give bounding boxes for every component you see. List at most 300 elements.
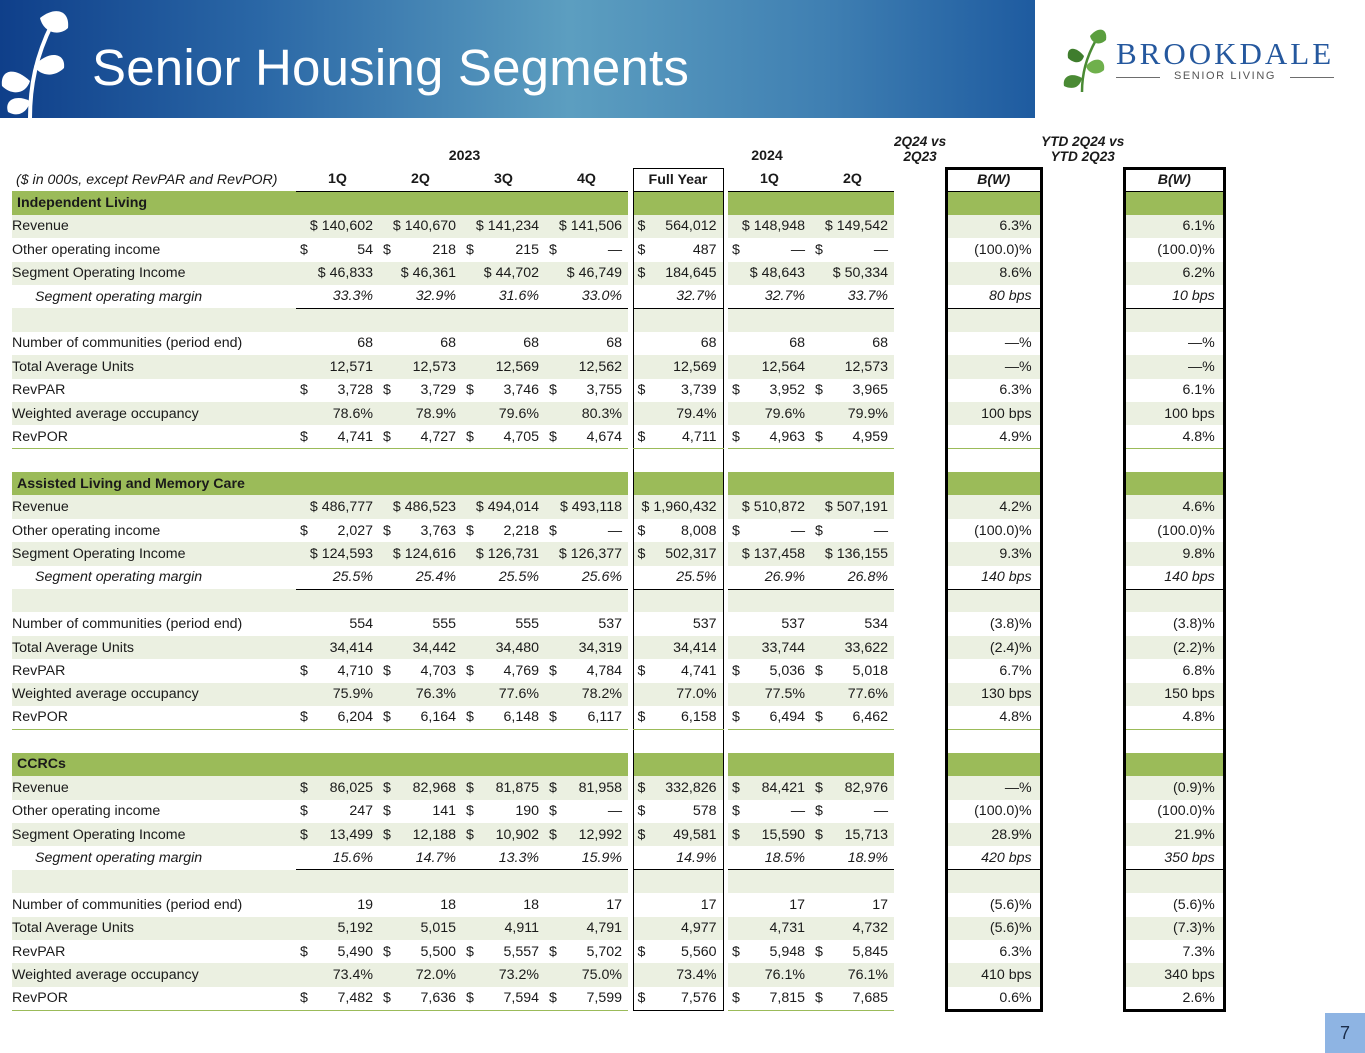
spacer-cell <box>1041 285 1124 308</box>
ytd-change: 4.8% <box>1124 425 1224 448</box>
value-cell <box>545 238 628 261</box>
blank-cell <box>633 870 723 893</box>
value: 49,581 <box>673 826 717 843</box>
spacer-cell <box>1041 683 1124 706</box>
gap-cell <box>946 729 1041 752</box>
currency-symbol: $ <box>637 382 646 399</box>
value: 18 <box>440 896 456 913</box>
value: 12,992 <box>578 826 622 843</box>
spacer-cell <box>894 987 946 1010</box>
value-cell <box>633 987 723 1010</box>
value: 32.7% <box>764 288 805 305</box>
gap-cell <box>1124 729 1224 752</box>
currency-symbol: $ <box>815 826 823 843</box>
currency-symbol: $ <box>383 428 391 445</box>
currency-symbol: $ <box>815 662 823 679</box>
value: 2,027 <box>337 522 373 539</box>
value-cell <box>296 425 379 448</box>
value: 34,414 <box>329 639 373 656</box>
value-cell <box>545 683 628 706</box>
section-fill <box>728 753 811 776</box>
value: 4,911 <box>504 920 539 937</box>
value: 13.3% <box>498 849 539 866</box>
blank-cell <box>462 308 545 331</box>
value: 73.4% <box>676 966 717 983</box>
blank-cell <box>296 308 379 331</box>
value-cell: $ 149,542 <box>811 215 894 238</box>
value: — <box>607 522 622 539</box>
blank-cell <box>462 870 545 893</box>
value-cell <box>379 379 462 402</box>
ytd-change: (100.0)% <box>1124 519 1224 542</box>
spacer-cell <box>894 566 946 589</box>
value: 14.7% <box>415 849 456 866</box>
currency-symbol: $ <box>815 803 823 820</box>
value: 18.9% <box>847 849 888 866</box>
spacer-cell <box>894 425 946 448</box>
value-cell <box>296 238 379 261</box>
value-cell <box>728 238 811 261</box>
value-cell <box>633 636 723 659</box>
ytd-change: (7.3)% <box>1124 917 1224 940</box>
value-cell <box>379 706 462 729</box>
spacer-cell <box>1041 495 1124 518</box>
section-fill <box>811 472 894 495</box>
value-cell <box>462 940 545 963</box>
row-label: Number of communities (period end) <box>12 616 243 633</box>
value-cell <box>633 940 723 963</box>
currency-symbol: $ <box>300 779 308 796</box>
blank-row <box>12 589 296 612</box>
value-cell: $ 507,191 <box>811 495 894 518</box>
value-cell <box>379 355 462 378</box>
value: 76.3% <box>415 686 456 703</box>
quarter-change: 130 bps <box>946 683 1041 706</box>
ytd-change: 2.6% <box>1124 987 1224 1010</box>
value-cell <box>379 893 462 916</box>
value: 6,148 <box>503 709 539 726</box>
value-cell <box>379 963 462 986</box>
currency-symbol: $ <box>549 662 557 679</box>
page-title: Senior Housing Segments <box>92 39 690 96</box>
value: 184,645 <box>665 265 717 282</box>
value-cell <box>462 355 545 378</box>
value-cell <box>379 987 462 1010</box>
currency-symbol: $ <box>815 522 823 539</box>
spacer-cell <box>1041 776 1124 799</box>
gap-cell <box>728 729 811 752</box>
value-cell <box>379 636 462 659</box>
currency-symbol: $ <box>637 662 646 679</box>
spacer-cell <box>1041 706 1124 729</box>
value: 4,731 <box>769 920 805 937</box>
value-cell <box>633 542 723 565</box>
value-cell <box>811 402 894 425</box>
brookdale-logo <box>1060 26 1340 96</box>
currency-symbol: $ <box>300 428 308 445</box>
value: 537 <box>692 616 717 633</box>
currency-symbol: $ <box>383 826 391 843</box>
ytd-change: (100.0)% <box>1124 800 1224 823</box>
value-cell <box>728 332 811 355</box>
value-cell <box>296 332 379 355</box>
value: 76.1% <box>764 966 805 983</box>
value-cell <box>811 893 894 916</box>
value-cell <box>296 355 379 378</box>
currency-symbol: $ <box>300 943 308 960</box>
gap-cell <box>462 449 545 472</box>
value: 15.6% <box>332 849 373 866</box>
value-cell <box>379 917 462 940</box>
value: 25.5% <box>676 569 717 586</box>
currency-symbol: $ <box>732 241 740 258</box>
value-cell <box>728 519 811 542</box>
row-label: RevPAR <box>12 943 66 960</box>
value-cell <box>728 823 811 846</box>
spacer-cell <box>633 122 723 168</box>
value: 17 <box>606 896 622 913</box>
ytd-change: 21.9% <box>1124 823 1224 846</box>
value-cell <box>811 683 894 706</box>
value: 34,480 <box>495 639 539 656</box>
gap-cell <box>296 729 379 752</box>
value: 5,702 <box>586 943 622 960</box>
value: 15,713 <box>844 826 888 843</box>
value: 26.8% <box>847 569 888 586</box>
logo-wordmark: BROOKDALE <box>1116 36 1335 71</box>
value: 4,741 <box>337 428 373 445</box>
value: 17 <box>789 896 805 913</box>
col-header-full-year: Full Year <box>633 168 723 191</box>
currency-symbol: $ <box>300 522 308 539</box>
blank-cell <box>545 589 628 612</box>
value: 17 <box>872 896 888 913</box>
col-header: 2Q <box>379 168 462 191</box>
value: 4,769 <box>503 662 539 679</box>
value: 79.9% <box>847 405 888 422</box>
value-cell <box>462 612 545 635</box>
value-cell: $ 137,458 <box>728 542 811 565</box>
value: — <box>607 241 622 258</box>
value-cell <box>462 566 545 589</box>
value: 5,015 <box>420 920 456 937</box>
row-label: RevPAR <box>12 382 66 399</box>
value: 554 <box>349 616 373 633</box>
value: 5,018 <box>852 662 888 679</box>
currency-symbol: $ <box>637 522 646 539</box>
value: 6,494 <box>769 709 805 726</box>
value-cell <box>545 379 628 402</box>
value: — <box>790 241 805 258</box>
currency-symbol: $ <box>637 709 646 726</box>
value: 18.5% <box>764 849 805 866</box>
blank-row <box>12 308 296 331</box>
currency-symbol: $ <box>300 241 308 258</box>
value: 80.3% <box>581 405 622 422</box>
value: 33.3% <box>332 288 373 305</box>
value: 31.6% <box>498 288 539 305</box>
value: 3,952 <box>769 382 805 399</box>
spacer-cell <box>1041 542 1124 565</box>
value-cell <box>462 987 545 1010</box>
leaf-sprig-icon <box>0 6 80 118</box>
value-cell <box>296 846 379 869</box>
spacer-cell <box>894 355 946 378</box>
value: 82,968 <box>412 779 456 796</box>
value-cell <box>811 379 894 402</box>
quarter-change: (5.6)% <box>946 893 1041 916</box>
value: 502,317 <box>665 545 717 562</box>
value: 33,744 <box>761 639 805 656</box>
value-cell <box>462 776 545 799</box>
value: 5,490 <box>337 943 373 960</box>
value: 141 <box>432 803 456 820</box>
currency-symbol: $ <box>637 218 646 235</box>
value: 5,560 <box>680 943 717 960</box>
value-cell <box>633 402 723 425</box>
value-cell <box>296 963 379 986</box>
blank-row <box>12 870 296 893</box>
currency-symbol: $ <box>815 779 823 796</box>
spacer-cell <box>894 191 946 214</box>
value-cell: $ 1,960,432 <box>633 495 723 518</box>
blank-cell <box>946 589 1041 612</box>
spacer-cell <box>894 519 946 542</box>
value-cell <box>633 823 723 846</box>
currency-symbol: $ <box>466 662 474 679</box>
spacer-cell <box>1041 449 1124 472</box>
value-cell <box>728 800 811 823</box>
value-cell <box>462 238 545 261</box>
value: 3,746 <box>503 382 539 399</box>
spacer-cell <box>1041 308 1124 331</box>
currency-symbol: $ <box>637 428 646 445</box>
value-cell <box>379 683 462 706</box>
blank-cell <box>379 308 462 331</box>
spacer-cell <box>1041 917 1124 940</box>
currency-symbol: $ <box>383 709 391 726</box>
value: 26.9% <box>764 569 805 586</box>
value: 75.0% <box>581 966 622 983</box>
value-cell: $ 140,670 <box>379 215 462 238</box>
ytd-change: (2.2)% <box>1124 636 1224 659</box>
row-label: Revenue <box>12 776 296 799</box>
value: 5,845 <box>852 943 888 960</box>
value: 32.7% <box>676 288 717 305</box>
value: 15.9% <box>581 849 622 866</box>
spacer-cell <box>894 308 946 331</box>
value-cell: $ 46,833 <box>296 262 379 285</box>
currency-symbol: $ <box>383 662 391 679</box>
currency-symbol: $ <box>549 990 557 1007</box>
spacer-cell <box>894 776 946 799</box>
currency-symbol: $ <box>549 709 557 726</box>
value-cell <box>296 776 379 799</box>
value-cell <box>462 893 545 916</box>
currency-symbol: $ <box>383 779 391 796</box>
row-label: Total Average Units <box>12 917 296 940</box>
gap-cell <box>462 729 545 752</box>
value-cell <box>811 659 894 682</box>
value-cell <box>633 800 723 823</box>
row-label: Other operating income <box>12 803 161 820</box>
value-cell: $ 510,872 <box>728 495 811 518</box>
row-label: Segment Operating Income <box>12 542 296 565</box>
value: 25.5% <box>498 569 539 586</box>
value-cell <box>296 659 379 682</box>
value: 247 <box>349 803 373 820</box>
spacer-cell <box>1041 262 1124 285</box>
currency-symbol: $ <box>732 522 740 539</box>
spacer-cell <box>1041 612 1124 635</box>
value-cell <box>462 379 545 402</box>
spacer-cell <box>894 940 946 963</box>
spacer-cell <box>1041 940 1124 963</box>
value: 13,499 <box>329 826 373 843</box>
value: 7,482 <box>337 990 373 1007</box>
blank-cell <box>946 308 1041 331</box>
value: 79.6% <box>764 405 805 422</box>
value-cell <box>462 706 545 729</box>
value: 54 <box>357 241 373 258</box>
currency-symbol: $ <box>300 382 308 399</box>
value: 15,590 <box>761 826 805 843</box>
quarter-change: (100.0)% <box>946 800 1041 823</box>
value-cell <box>633 917 723 940</box>
currency-symbol: $ <box>815 241 823 258</box>
value-cell: $ 141,506 <box>545 215 628 238</box>
value-cell <box>728 917 811 940</box>
section-header: Independent Living <box>12 191 296 214</box>
blank-cell <box>811 870 894 893</box>
section-fill <box>379 753 462 776</box>
blank-cell <box>728 308 811 331</box>
section-fill <box>462 753 545 776</box>
value-cell <box>545 612 628 635</box>
spacer-cell <box>1041 800 1124 823</box>
col-header-bw: B(W) <box>946 168 1041 191</box>
value: 7,594 <box>503 990 539 1007</box>
blank-cell <box>811 308 894 331</box>
spacer-cell <box>1041 870 1124 893</box>
spacer-cell <box>1041 238 1124 261</box>
blank-cell <box>728 589 811 612</box>
spacer-cell <box>894 168 946 191</box>
value-cell <box>811 636 894 659</box>
value-cell <box>811 917 894 940</box>
value: 77.6% <box>847 686 888 703</box>
value-cell <box>296 823 379 846</box>
value-cell <box>296 987 379 1010</box>
value: 34,414 <box>673 639 717 656</box>
value: 12,573 <box>844 358 888 375</box>
quarter-change: (100.0)% <box>946 519 1041 542</box>
value: 33,622 <box>844 639 888 656</box>
value: 5,036 <box>769 662 805 679</box>
value-cell <box>462 636 545 659</box>
value: 6,117 <box>587 709 622 726</box>
ytd-change: (3.8)% <box>1124 612 1224 635</box>
spacer-cell <box>894 402 946 425</box>
currency-symbol: $ <box>549 428 557 445</box>
spacer-cell <box>1041 846 1124 869</box>
currency-symbol: $ <box>466 990 474 1007</box>
senior-housing-segments-table <box>12 122 1226 1012</box>
spacer-cell <box>894 823 946 846</box>
ytd-change: 100 bps <box>1124 402 1224 425</box>
gap-cell <box>1124 449 1224 472</box>
value: 4,727 <box>420 428 456 445</box>
row-label: Segment operating margin <box>35 850 203 867</box>
section-fill <box>1124 753 1224 776</box>
spacer-cell <box>1041 355 1124 378</box>
value: 12,564 <box>761 358 805 375</box>
row-label: Revenue <box>12 215 296 238</box>
gap-cell <box>379 729 462 752</box>
currency-symbol: $ <box>549 241 557 258</box>
blank-cell <box>946 870 1041 893</box>
value-cell <box>379 332 462 355</box>
section-fill <box>545 472 628 495</box>
value: 3,965 <box>852 382 888 399</box>
currency-symbol: $ <box>637 545 646 562</box>
value-cell <box>296 612 379 635</box>
row-label: RevPOR <box>12 706 296 729</box>
value: 25.5% <box>332 569 373 586</box>
value-cell <box>633 846 723 869</box>
gap-cell <box>811 729 894 752</box>
value-cell <box>728 706 811 729</box>
value-cell <box>296 683 379 706</box>
section-fill <box>946 753 1041 776</box>
value-cell <box>379 846 462 869</box>
blank-cell <box>1124 870 1224 893</box>
page-number: 7 <box>1325 1013 1365 1053</box>
blank-cell <box>811 589 894 612</box>
quarter-change: 6.3% <box>946 940 1041 963</box>
spacer-cell <box>946 122 1041 168</box>
value-cell: $ 124,593 <box>296 542 379 565</box>
value-cell: $ 486,523 <box>379 495 462 518</box>
value-cell <box>728 355 811 378</box>
section-fill <box>296 472 379 495</box>
value-cell <box>379 612 462 635</box>
value: 3,728 <box>337 382 373 399</box>
quarter-change: 4.2% <box>946 495 1041 518</box>
units-note: ($ in 000s, except RevPAR and RevPOR) <box>16 171 278 188</box>
blank-cell <box>1124 589 1224 612</box>
value-cell <box>633 355 723 378</box>
ytd-change: (0.9)% <box>1124 776 1224 799</box>
currency-symbol: $ <box>549 522 557 539</box>
value: 4,705 <box>503 428 539 445</box>
row-label: RevPOR <box>12 987 296 1010</box>
value-cell <box>379 566 462 589</box>
spacer-cell <box>894 472 946 495</box>
row-label: Other operating income <box>12 241 161 258</box>
quarter-change: 100 bps <box>946 402 1041 425</box>
value: 12,573 <box>412 358 456 375</box>
quarter-change: —% <box>946 776 1041 799</box>
section-fill <box>633 472 723 495</box>
value: 81,958 <box>578 779 622 796</box>
spacer-cell <box>894 542 946 565</box>
blank-cell <box>462 589 545 612</box>
ytd-change: (5.6)% <box>1124 893 1224 916</box>
value: 82,976 <box>844 779 888 796</box>
section-fill <box>728 472 811 495</box>
value-cell <box>811 823 894 846</box>
